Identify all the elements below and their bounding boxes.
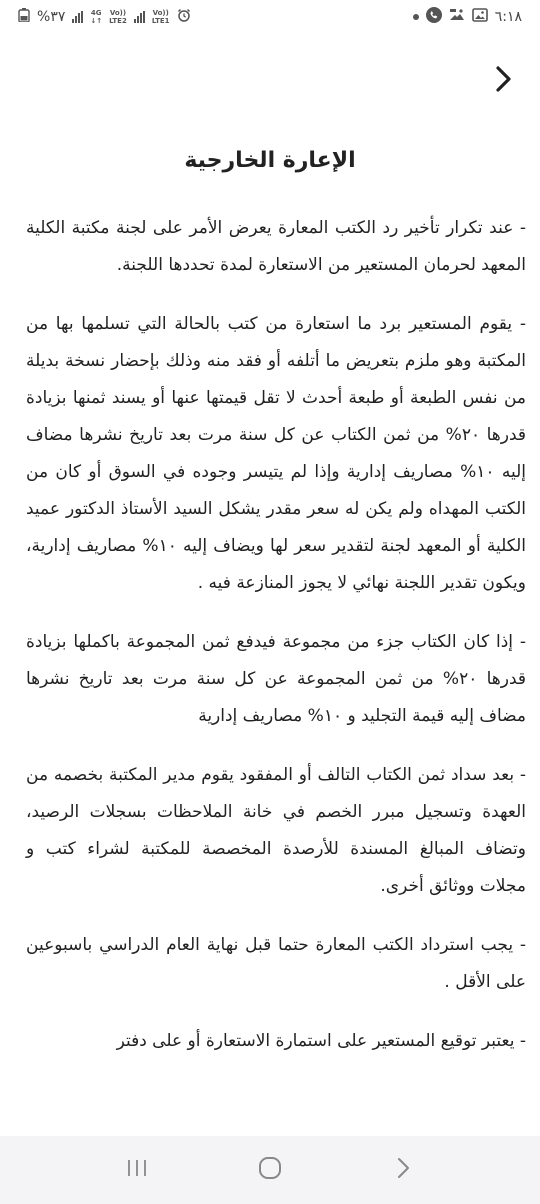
- paragraph: - يقوم المستعير برد ما استعارة من كتب بالحالة التي تسلمها بها من المكتبة وهو ملزم بتعريض ما أتلفه أو فقد منه وذلك بإحضار نسخة بديلة من نفس الطبعة أو طبعة أحدث لا تقل قيمتها عنها أو يسند ثمنها بزيادة قدرها ٢٠% من ثمن الكتاب عن كل سنة مرت بعد تاريخ نشرها مضاف إليه ١٠% مصاريف إدارية وإذا لم يتيسر وجوده في السوق أو كان من الكتب المهداه ولم يكن له سعر مقدر يشكل السيد الأستاذ الدكتور عميد الكلية أو المعهد لجنة لتقدير سعر لها ويضاف إليه ١٠% مصاريف إدارية، ويكون تقدير اللجنة نهائي لا يجوز المنازعة فيه .: [26, 314, 527, 593]
- home-icon: [258, 1156, 282, 1184]
- status-bar-right: [413, 7, 522, 27]
- home-button[interactable]: [250, 1150, 290, 1190]
- battery-percent: %٣٧: [37, 9, 66, 25]
- phone-call-icon: [426, 7, 442, 27]
- article-body: [26, 210, 526, 1082]
- paragraph: - يجب استرداد الكتب المعارة حتما قبل نهاية العام الدراسي باسبوعين على الأقل .: [26, 935, 526, 992]
- notification-dot-icon: [413, 14, 419, 20]
- back-icon: [396, 1157, 410, 1183]
- recent-apps-button[interactable]: [117, 1150, 157, 1190]
- status-bar: [0, 0, 540, 34]
- signal-bars-icon: [134, 11, 145, 23]
- recent-apps-icon: [126, 1158, 148, 1182]
- chevron-right-icon: [493, 65, 513, 97]
- volte-lte1-indicator: Vo)) LTE1: [151, 9, 170, 25]
- signal-bars-icon: [72, 11, 83, 23]
- paragraph: - عند تكرار تأخير رد الكتب المعارة يعرض الأمر على لجنة مكتبة الكلية المعهد لحرمان المستعير من الاستعارة لمدة تحددها اللجنة.: [26, 218, 526, 275]
- paragraph: - إذا كان الكتاب جزء من مجموعة فيدفع ثمن المجموعة باكملها بزيادة قدرها ٢٠% من ثمن المجموعة عن كل سنة مرت بعد تاريخ نشرها مضاف إليه قيمة التجليد و ١٠% مصاريف إدارية: [26, 632, 526, 726]
- network-type: 4G ↓↑: [90, 9, 103, 25]
- status-bar-left: [18, 8, 191, 26]
- clock-time: ٦:١٨: [494, 9, 522, 25]
- article-view[interactable]: [0, 34, 540, 1136]
- paragraph: - يعتبر توقيع المستعير على استمارة الاستعارة أو على دفتر: [116, 1031, 526, 1051]
- alarm-icon: [177, 8, 191, 26]
- page-title: الإعارة الخارجية: [184, 148, 356, 173]
- system-back-button[interactable]: [383, 1150, 423, 1190]
- gallery-notification-icon: [449, 8, 465, 26]
- back-button[interactable]: [488, 66, 518, 96]
- paragraph: - بعد سداد ثمن الكتاب التالف أو المفقود يقوم مدير المكتبة بخصمه من العهدة وتسجيل مبرر الخصم في خانة الملاحظات بسجلات الرصيد، وتضاف المبالغ المسندة للأرصدة المخصصة للمكتبة لشراء كتب و مجلات ووثائق أخرى.: [26, 765, 526, 896]
- volte-lte2-indicator: Vo)) LTE2: [109, 9, 127, 25]
- system-navigation-bar: [0, 1136, 540, 1204]
- image-notification-icon: [472, 8, 488, 26]
- battery-icon: [18, 8, 30, 26]
